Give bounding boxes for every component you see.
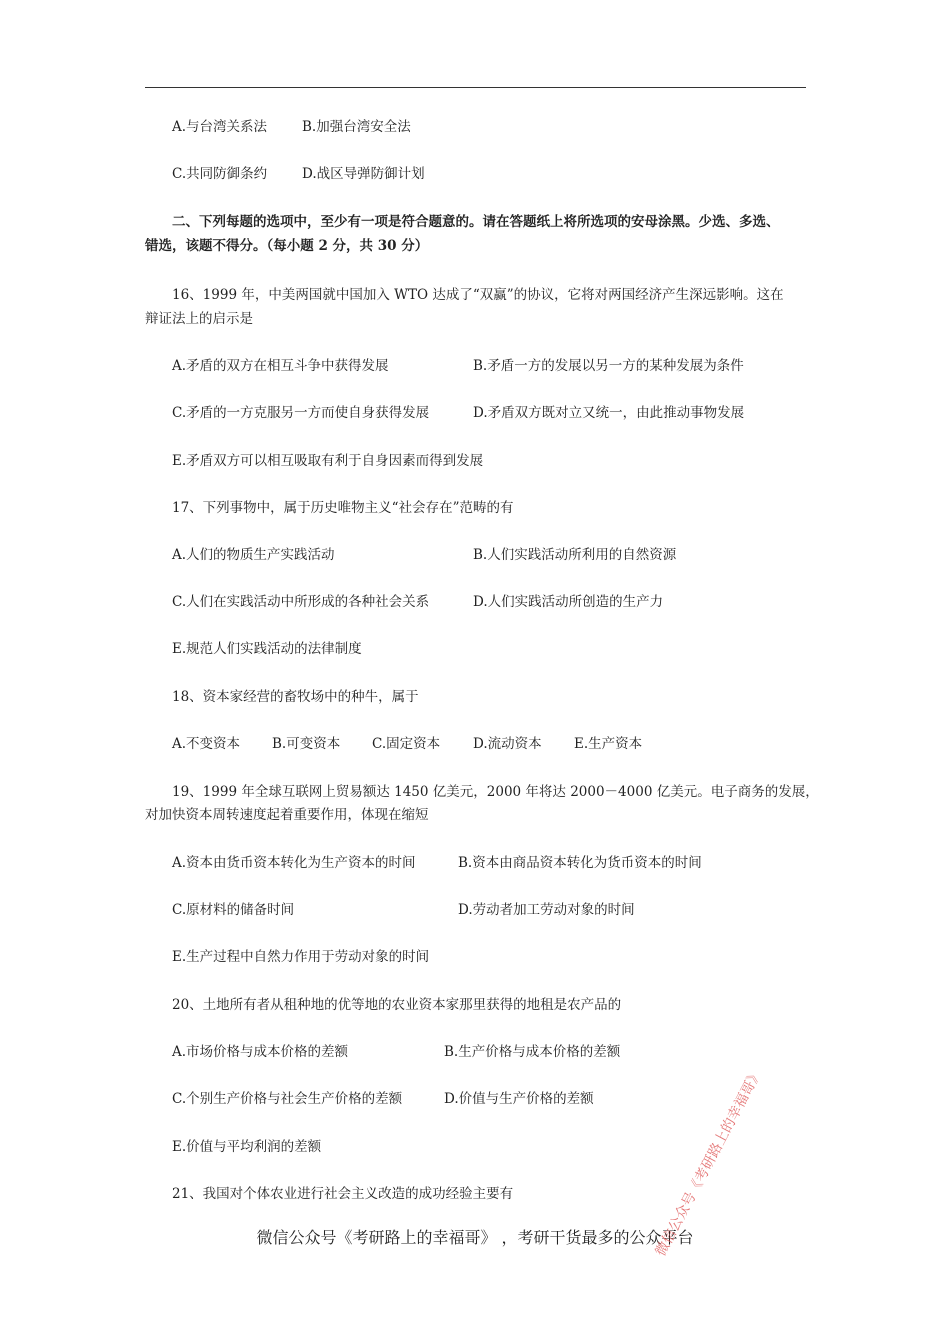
q19-option-a: A.资本由货币资本转化为生产资本的时间: [172, 855, 416, 871]
q16-option-d: D.矛盾双方既对立又统一，由此推动事物发展: [473, 405, 745, 421]
q18-option-e: E.生产资本: [574, 736, 643, 752]
q16-stem-line1: 16、1999 年，中美两国就中国加入 WTO 达成了“双赢”的协议，它将对两国经济产生深远影响。这在: [172, 287, 784, 303]
q17-option-d: D.人们实践活动所创造的生产力: [473, 594, 664, 610]
q15-option-d: D.战区导弹防御计划: [302, 166, 425, 182]
q15-option-c: C.共同防御条约: [172, 166, 268, 182]
footer-text: 微信公众号《考研路上的幸福哥》 ，考研干货最多的公众平台: [256, 1228, 694, 1247]
q18-option-c: C.固定资本: [372, 736, 441, 752]
q19-stem-line1: 19、1999 年全球互联网上贸易额达 1450 亿美元，2000 年将达 2000－4000 亿美元。电子商务的发展，: [172, 784, 819, 800]
q16-option-b: B.矛盾一方的发展以另一方的某种发展为条件: [473, 358, 744, 374]
q17-option-c: C.人们在实践活动中所形成的各种社会关系: [172, 594, 430, 610]
q17-stem: 17、下列事物中，属于历史唯物主义“社会存在”范畴的有: [172, 500, 514, 516]
q20-stem: 20、土地所有者从租种地的优等地的农业资本家那里获得的地租是农产品的: [172, 997, 622, 1013]
q21-stem: 21、我国对个体农业进行社会主义改造的成功经验主要有: [172, 1186, 514, 1202]
header-rule: [145, 87, 806, 88]
section2-instruction-line1: 二、下列每题的选项中，至少有一项是符合题意的。请在答题纸上将所选项的安母涂黑。少选、多选、: [172, 214, 780, 230]
q18-option-d: D.流动资本: [473, 736, 542, 752]
q20-option-e: E.价值与平均利润的差额: [172, 1139, 322, 1155]
q15-option-b: B.加强台湾安全法: [302, 119, 411, 135]
q17-option-b: B.人们实践活动所利用的自然资源: [473, 547, 677, 563]
q20-option-c: C.个别生产价格与社会生产价格的差额: [172, 1091, 403, 1107]
q19-option-c: C.原材料的储备时间: [172, 902, 295, 918]
watermark-stamp: 微信公众号《考研路上的幸福哥》: [652, 1066, 766, 1260]
q20-option-d: D.价值与生产价格的差额: [444, 1091, 594, 1107]
q19-stem-line2: 对加快资本周转速度起着重要作用，体现在缩短: [145, 807, 429, 823]
q18-option-a: A.不变资本: [172, 736, 241, 752]
q16-option-e: E.矛盾双方可以相互吸取有利于自身因素而得到发展: [172, 453, 484, 469]
q20-option-b: B.生产价格与成本价格的差额: [444, 1044, 621, 1060]
q18-stem: 18、资本家经营的畜牧场中的种牛，属于: [172, 689, 419, 705]
q20-option-a: A.市场价格与成本价格的差额: [172, 1044, 349, 1060]
page-footer: [0, 1225, 950, 1248]
q16-option-c: C.矛盾的一方克服另一方而使自身获得发展: [172, 405, 430, 421]
q19-option-d: D.劳动者加工劳动对象的时间: [458, 902, 635, 918]
q19-option-e: E.生产过程中自然力作用于劳动对象的时间: [172, 949, 430, 965]
section2-instruction-line2: 错选，该题不得分。（每小题 2 分，共 30 分）: [145, 238, 429, 254]
q18-option-b: B.可变资本: [272, 736, 341, 752]
q15-option-a: A.与台湾关系法: [172, 119, 268, 135]
q19-option-b: B.资本由商品资本转化为货币资本的时间: [458, 855, 702, 871]
q17-option-a: A.人们的物质生产实践活动: [172, 547, 335, 563]
q16-option-a: A.矛盾的双方在相互斗争中获得发展: [172, 358, 389, 374]
q17-option-e: E.规范人们实践活动的法律制度: [172, 641, 362, 657]
q16-stem-line2: 辩证法上的启示是: [145, 311, 253, 327]
